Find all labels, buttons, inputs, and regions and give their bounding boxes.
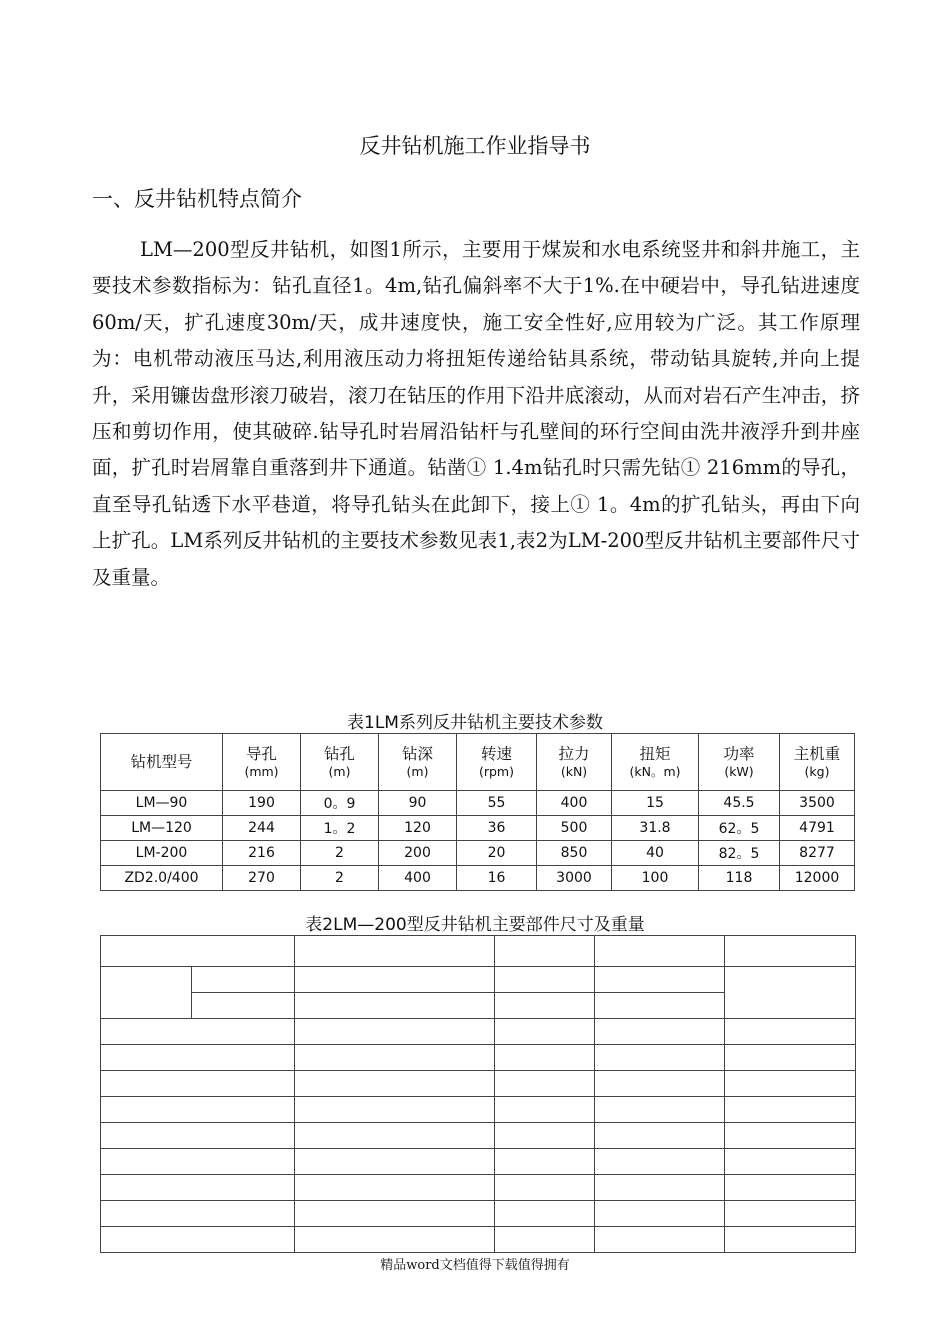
table-cell: 90 xyxy=(379,791,457,816)
table-cell xyxy=(495,1123,595,1149)
footer-note: 精品word文档值得下载值得拥有 xyxy=(380,1258,570,1273)
table-cell: 8277 xyxy=(780,841,855,866)
table-cell xyxy=(295,967,495,993)
table-cell xyxy=(495,1019,595,1045)
table-cell: 20 xyxy=(457,841,537,866)
table-cell xyxy=(595,936,725,967)
table-cell xyxy=(725,1045,856,1071)
table-cell: 200 xyxy=(379,841,457,866)
table-cell: 16 xyxy=(457,866,537,891)
header-cell: 拉力 (kN) xyxy=(537,734,612,791)
table-row xyxy=(101,1175,856,1201)
table-cell xyxy=(595,1175,725,1201)
table-cell xyxy=(295,1019,495,1045)
table-cell xyxy=(295,1201,495,1227)
table-cell xyxy=(495,1175,595,1201)
table-cell xyxy=(192,993,295,1019)
table-cell xyxy=(725,1123,856,1149)
table-row xyxy=(101,1097,856,1123)
header-cell: 主机重 (kg) xyxy=(780,734,855,791)
table-row xyxy=(101,936,856,967)
table-cell xyxy=(725,1097,856,1123)
header-cell: 扭矩 (kN。m) xyxy=(612,734,699,791)
table-cell xyxy=(495,1045,595,1071)
table-row xyxy=(101,1227,856,1253)
table-cell xyxy=(725,1227,856,1253)
table-cell xyxy=(495,993,595,1019)
table-cell xyxy=(101,1045,295,1071)
header-cell: 钻深 (m) xyxy=(379,734,457,791)
table-cell: LM—90 xyxy=(101,791,223,816)
table-cell: 244 xyxy=(223,816,301,841)
table-cell xyxy=(101,1201,295,1227)
table-cell xyxy=(295,1097,495,1123)
table-cell: 36 xyxy=(457,816,537,841)
table-row xyxy=(101,841,855,866)
table-cell xyxy=(725,1201,856,1227)
table-cell xyxy=(595,1071,725,1097)
table-cell xyxy=(295,936,495,967)
table-cell xyxy=(495,936,595,967)
header-cell: 功率 (kW) xyxy=(699,734,780,791)
table-cell: 400 xyxy=(379,866,457,891)
table-row xyxy=(101,1071,856,1097)
table-cell: LM-200 xyxy=(101,841,223,866)
table1-caption: 表1LM系列反井钻机主要技术参数 xyxy=(347,713,603,733)
table-cell: 500 xyxy=(537,816,612,841)
table-cell xyxy=(101,1123,295,1149)
table-cell xyxy=(101,967,192,1019)
table-cell xyxy=(101,1149,295,1175)
table-cell: LM—120 xyxy=(101,816,223,841)
table-cell: 2 xyxy=(301,866,379,891)
table-cell xyxy=(101,1071,295,1097)
body-paragraph: LM—200型反井钻机，如图1所示，主要用于煤炭和水电系统竖井和斜井施工，主要技术参数指标为：钻孔直径1。4m,钻孔偏斜率不大于1%.在中硬岩中，导孔钻进速度60m/天，扩孔速度30m/天，成井速度快，施工安全性好,应用较为广泛。其工作原理为：电机带动液压马达,利用液压动力将扭矩传递给钻具系统，带动钻具旋转,并向上提升，采用镰齿盘形滚刀破岩，滚刀在钻压的作用下沿井底滚动，从而对岩石产生冲击，挤压和剪切作用，使其破碎.钻导孔时岩屑沿钻杆与孔壁间的环行空间由洗井液浮升到井座面，扩孔时岩屑靠自重落到井下通道。钻凿① 1.4m钻孔时只需先钻① 216mm的导孔，直至导孔钻透下水平巷道，将导孔钻头在此卸下，接上① 1。4m的扩孔钻头，再由下向上扩孔。LM系列反井钻机的主要技术参数见表1,表2为LM-200型反井钻机主要部件尺寸及重量。 xyxy=(92,238,860,589)
table-cell: 62。5 xyxy=(699,816,780,841)
table-row xyxy=(101,1045,856,1071)
table-row xyxy=(101,1201,856,1227)
table-cell xyxy=(595,1201,725,1227)
spec-table xyxy=(100,733,855,891)
table-cell xyxy=(101,1019,295,1045)
section-heading: 一、反井钻机特点简介 xyxy=(92,187,302,211)
table-row xyxy=(101,791,855,816)
table-cell: 4791 xyxy=(780,816,855,841)
table-cell: 12000 xyxy=(780,866,855,891)
table-cell xyxy=(295,1123,495,1149)
table-cell xyxy=(595,967,725,993)
table-cell xyxy=(295,1149,495,1175)
table-cell xyxy=(595,993,725,1019)
table-cell xyxy=(595,1149,725,1175)
table-cell: 190 xyxy=(223,791,301,816)
table-cell xyxy=(295,1045,495,1071)
header-cell: 转速 (rpm) xyxy=(457,734,537,791)
table-cell xyxy=(101,1097,295,1123)
table-cell: 270 xyxy=(223,866,301,891)
table-cell: 216 xyxy=(223,841,301,866)
table-cell: ZD2.0/400 xyxy=(101,866,223,891)
table-cell xyxy=(101,1175,295,1201)
table-cell xyxy=(495,1071,595,1097)
table-row xyxy=(101,1149,856,1175)
table-cell xyxy=(725,1175,856,1201)
table-cell: 100 xyxy=(612,866,699,891)
table-cell: 400 xyxy=(537,791,612,816)
table2-caption: 表2LM—200型反井钻机主要部件尺寸及重量 xyxy=(305,915,645,935)
table-cell: 0。9 xyxy=(301,791,379,816)
table-cell xyxy=(192,967,295,993)
table-cell xyxy=(495,1201,595,1227)
table-cell xyxy=(295,993,495,1019)
table-cell xyxy=(595,1019,725,1045)
table-cell: 40 xyxy=(612,841,699,866)
table-row xyxy=(101,1123,856,1149)
spec-table-header-row xyxy=(101,734,855,791)
table-cell xyxy=(595,1227,725,1253)
table-row xyxy=(101,816,855,841)
table-cell xyxy=(725,1019,856,1045)
table-cell xyxy=(595,1123,725,1149)
table-cell: 15 xyxy=(612,791,699,816)
table-cell xyxy=(725,1071,856,1097)
table-cell xyxy=(495,967,595,993)
table-cell xyxy=(595,1045,725,1071)
table-cell: 55 xyxy=(457,791,537,816)
table-cell: 3500 xyxy=(780,791,855,816)
table-cell xyxy=(295,1175,495,1201)
table-cell: 1。2 xyxy=(301,816,379,841)
table-cell: 45.5 xyxy=(699,791,780,816)
page-title: 反井钻机施工作业指导书 xyxy=(359,134,591,158)
table-cell xyxy=(495,1227,595,1253)
header-cell: 钻机型号 xyxy=(101,734,223,791)
table-cell: 118 xyxy=(699,866,780,891)
parts-table xyxy=(100,935,856,1253)
table-cell xyxy=(101,1227,295,1253)
table-cell xyxy=(101,936,295,967)
table-cell xyxy=(725,967,856,1019)
header-cell: 导孔 (mm) xyxy=(223,734,301,791)
table-row xyxy=(101,967,856,993)
header-cell: 钻孔 (m) xyxy=(301,734,379,791)
table-cell: 2 xyxy=(301,841,379,866)
table-cell xyxy=(295,1227,495,1253)
table-row xyxy=(101,1019,856,1045)
table-cell xyxy=(495,1149,595,1175)
table-cell: 82。5 xyxy=(699,841,780,866)
table-cell: 31.8 xyxy=(612,816,699,841)
table-cell xyxy=(295,1071,495,1097)
table-cell xyxy=(725,936,856,967)
table-cell: 3000 xyxy=(537,866,612,891)
table-cell xyxy=(495,1097,595,1123)
table-cell xyxy=(595,1097,725,1123)
table-cell: 850 xyxy=(537,841,612,866)
table-row xyxy=(101,866,855,891)
table-cell: 120 xyxy=(379,816,457,841)
table-cell xyxy=(725,1149,856,1175)
